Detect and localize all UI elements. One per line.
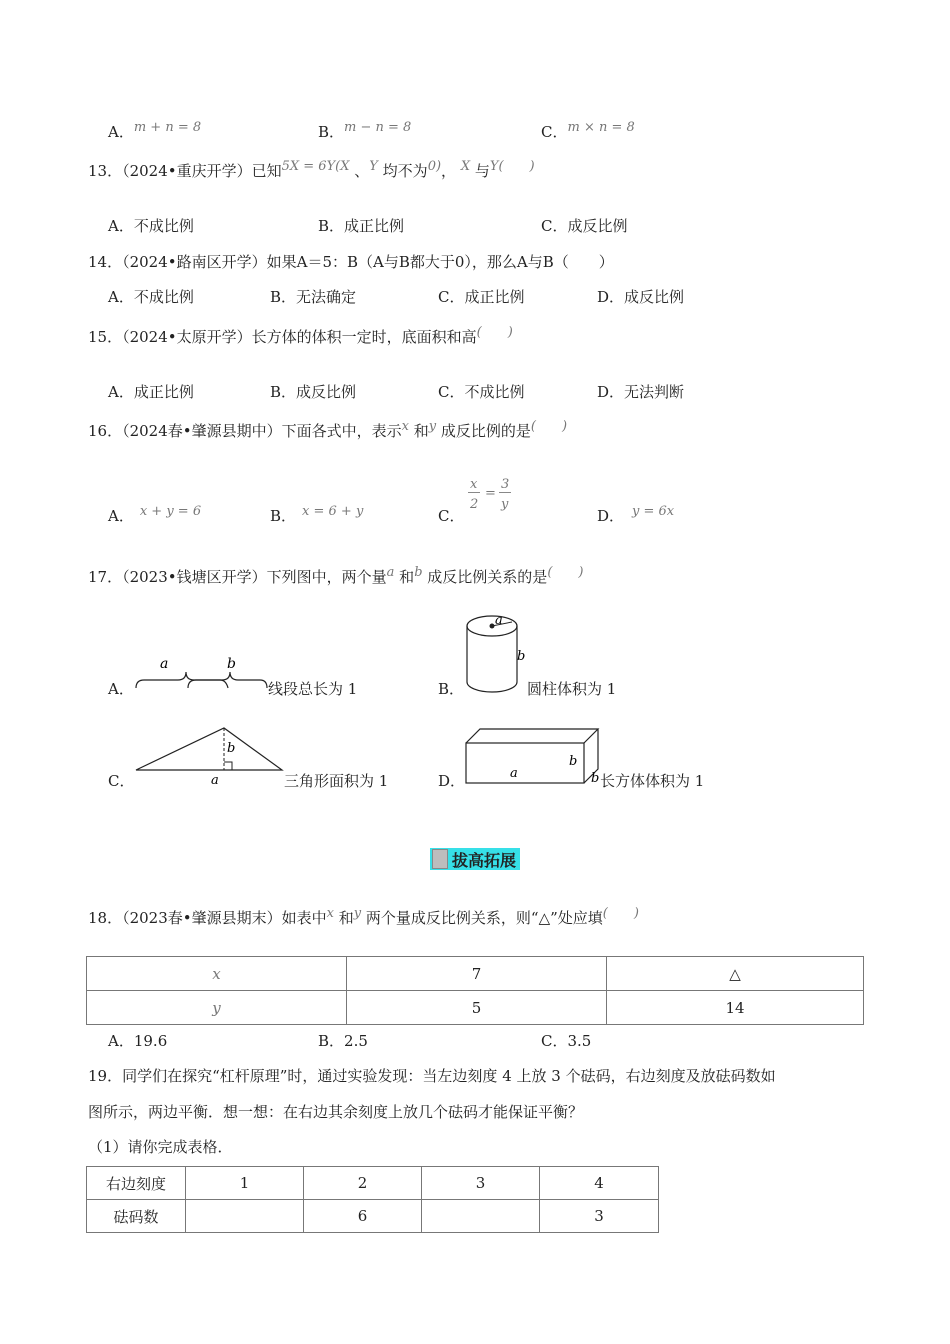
question-text: （2024•路南区开学）如果A＝5：B（A与B都大于0），那么A与B（ ） (122, 253, 614, 271)
variable-y: y (353, 906, 362, 921)
bracket: ) (529, 159, 535, 174)
option-text: 无法确定 (296, 288, 357, 306)
label-b: b (591, 771, 600, 786)
q14-option-b[interactable] (270, 286, 356, 307)
option-text: 成正比例 (464, 288, 525, 306)
separator: 、 (354, 162, 370, 180)
bracket: ( ) (602, 906, 639, 921)
table-cell: 14 (607, 991, 864, 1025)
option-caption: 三角形面积为 1 (284, 772, 389, 790)
label-a: a (510, 766, 518, 781)
option-letter: B． (270, 507, 297, 525)
q16-option-b[interactable] (270, 505, 363, 526)
q12-option-b[interactable] (318, 121, 411, 142)
question-text: 和 (399, 568, 415, 586)
variable-a: a (386, 565, 395, 580)
option-letter: B． (318, 217, 345, 235)
option-expression: m − n = 8 (344, 120, 412, 135)
option-letter: D． (438, 772, 466, 790)
math-expression: Y (369, 159, 378, 174)
option-letter: C． (438, 383, 465, 401)
question-number: 14． (88, 253, 123, 271)
option-text: 2.5 (344, 1032, 368, 1050)
q16-option-a[interactable] (108, 505, 201, 526)
q15-option-c[interactable] (438, 381, 525, 402)
question-text: ， (441, 162, 457, 180)
question-19 (88, 1065, 776, 1086)
option-letter: D． (597, 507, 625, 525)
table-cell-input[interactable] (186, 1200, 304, 1233)
equals-sign: = (485, 486, 496, 501)
option-letter: A． (108, 123, 134, 141)
question-16 (88, 420, 567, 441)
section-header (430, 848, 520, 870)
label-a: a (495, 613, 503, 628)
question-13 (88, 160, 535, 181)
option-letter: B． (270, 288, 297, 306)
q16-option-c[interactable] (438, 505, 464, 526)
question-text: （2024春•肇源县期中）下面各式中，表示 (122, 422, 402, 440)
variable-x: x (401, 419, 409, 434)
question-number: 19． (88, 1067, 123, 1085)
question-14 (88, 251, 614, 272)
question-number: 13． (88, 162, 123, 180)
option-text: 3.5 (567, 1032, 592, 1050)
label-b: b (227, 656, 236, 672)
fraction-numerator: x (470, 477, 478, 492)
question-text: 和 (338, 909, 354, 927)
option-letter: A． (108, 680, 134, 698)
question-text: 图所示，两边平衡．想一想：在右边其余刻度上放几个砝码才能保证平衡？ (88, 1103, 584, 1121)
option-text: 成反比例 (567, 217, 628, 235)
table-cell: 4 (540, 1167, 659, 1200)
q15-option-a[interactable] (108, 381, 194, 402)
option-expression: m + n = 8 (133, 120, 202, 135)
table-cell: 2 (304, 1167, 422, 1200)
option-letter: A． (108, 217, 134, 235)
q18-option-a[interactable] (108, 1030, 167, 1051)
q15-option-d[interactable] (597, 381, 684, 402)
question-18 (88, 907, 639, 928)
cuboid-front (466, 743, 584, 783)
label-b: b (517, 649, 526, 664)
option-letter: A． (108, 507, 134, 525)
question-text: （2024•太原开学）长方体的体积一定时，底面积和高 (122, 328, 477, 346)
option-letter: C． (108, 772, 135, 790)
option-letter: C． (541, 1032, 568, 1050)
option-letter: D． (597, 288, 625, 306)
cuboid-top (466, 729, 598, 743)
q17-option-b[interactable] (438, 678, 464, 699)
option-text: 成反比例 (296, 383, 357, 401)
table-cell: △ (607, 957, 864, 991)
option-letter: C． (438, 507, 465, 525)
q12-option-a[interactable] (108, 121, 201, 142)
question-number: 15． (88, 328, 123, 346)
triangle (136, 728, 282, 770)
option-expression: m × n = 8 (567, 120, 635, 135)
option-caption: 圆柱体积为 1 (527, 680, 617, 698)
math-expression: Y( (489, 159, 504, 174)
section-title: 拔高拓展 (452, 850, 517, 870)
option-caption: 线段总长为 1 (268, 680, 358, 698)
q12-option-c[interactable] (541, 121, 635, 142)
variable-x: x (326, 906, 334, 921)
question-text: （2023春•肇源县期末）如表中 (122, 909, 327, 927)
table-cell: 右边刻度 (87, 1167, 186, 1200)
question-text: 成反比例的是 (440, 422, 531, 440)
fraction-denominator: y (501, 497, 509, 512)
question-text: 两个量成反比例关系，则“△”处应填 (365, 909, 603, 927)
q18-option-c[interactable] (541, 1030, 591, 1051)
option-text: 无法判断 (624, 383, 685, 401)
label-a: a (160, 656, 169, 672)
math-expression: X (460, 159, 471, 174)
cylinder-figure (462, 612, 526, 696)
question-17 (88, 566, 583, 587)
math-expression: 5X = 6Y(X (281, 159, 350, 174)
q16-option-d[interactable] (597, 505, 674, 526)
question-15 (88, 326, 513, 347)
fraction-denominator: 2 (470, 497, 479, 512)
q13-option-c[interactable] (541, 215, 628, 236)
option-letter: D． (597, 383, 625, 401)
bracket: ( ) (530, 419, 568, 434)
option-text: 19.6 (133, 1032, 168, 1050)
question-text: 和 (413, 422, 429, 440)
table-row (87, 1200, 659, 1233)
triangle-figure (134, 722, 284, 786)
table-cell: 6 (304, 1200, 422, 1233)
table-row (87, 991, 864, 1025)
table-cell-input[interactable] (422, 1200, 540, 1233)
table-cell: 3 (422, 1167, 540, 1200)
question-number: 18． (88, 909, 123, 927)
option-letter: A． (108, 288, 134, 306)
question-text: 成反比例关系的是 (427, 568, 548, 586)
q18-option-b[interactable] (318, 1030, 368, 1051)
label-b: b (227, 741, 236, 756)
fraction-bar (468, 492, 480, 493)
q17-option-a[interactable] (108, 678, 134, 699)
label-a: a (211, 773, 219, 786)
option-letter: C． (438, 288, 465, 306)
option-text: 不成比例 (464, 383, 525, 401)
q19-table (86, 1166, 659, 1233)
q18-table (86, 956, 864, 1025)
bracket: ( ) (547, 565, 584, 580)
section-marker (432, 849, 448, 869)
cuboid-figure (464, 726, 602, 788)
math-expression: 0) (427, 159, 442, 174)
table-cell: 3 (540, 1200, 659, 1233)
option-letter: A． (108, 1032, 134, 1050)
question-text: 均不为 (382, 162, 428, 180)
question-text: （2024•重庆开学）已知 (122, 162, 282, 180)
table-row (87, 957, 864, 991)
question-text: （2023•钱塘区开学）下列图中，两个量 (122, 568, 387, 586)
option-text: 成正比例 (133, 383, 194, 401)
option-letter: C． (541, 123, 568, 141)
cylinder-bottom (467, 682, 517, 692)
option-text: 成反比例 (624, 288, 685, 306)
option-expression: y = 6x (632, 504, 675, 519)
option-text: 成正比例 (344, 217, 405, 235)
q17-option-c[interactable] (108, 770, 134, 791)
table-cell: y (87, 991, 347, 1025)
table-cell: 5 (347, 991, 607, 1025)
question-number: 17． (88, 568, 123, 586)
option-letter: B． (438, 680, 465, 698)
table-cell: 1 (186, 1167, 304, 1200)
question-text: 同学们在探究“杠杆原理”时，通过实验发现：当左边刻度 4 上放 3 个砝码，右边刻度及放砝码数如 (122, 1067, 776, 1085)
option-text: 不成比例 (133, 288, 194, 306)
q14-option-d[interactable] (597, 286, 684, 307)
label-b: b (569, 754, 578, 769)
line-segment-figure (134, 652, 269, 692)
option-letter: B． (318, 123, 345, 141)
table-row (87, 1167, 659, 1200)
table-cell: x (87, 957, 347, 991)
bracket: ( ) (476, 325, 513, 340)
q16-option-c-fraction (468, 477, 516, 517)
option-letter: A． (108, 383, 134, 401)
sub-question: （1）请你完成表格． (88, 1138, 233, 1156)
option-text: 不成比例 (133, 217, 194, 235)
fraction-bar (499, 492, 511, 493)
q14-option-c[interactable] (438, 286, 525, 307)
q17-option-d[interactable] (438, 770, 465, 791)
q13-option-b[interactable] (318, 215, 404, 236)
question-number: 16． (88, 422, 123, 440)
q14-option-a[interactable] (108, 286, 194, 307)
variable-y: y (428, 419, 437, 434)
option-letter: B． (318, 1032, 345, 1050)
option-letter: C． (541, 217, 568, 235)
table-cell: 7 (347, 957, 607, 991)
right-angle-mark (224, 762, 232, 770)
option-expression: x = 6 + y (302, 504, 364, 519)
option-expression: x + y = 6 (139, 504, 202, 519)
q13-option-a[interactable] (108, 215, 194, 236)
question-text: 与 (474, 162, 490, 180)
fraction-numerator: 3 (501, 477, 510, 492)
variable-b: b (414, 565, 423, 580)
q15-option-b[interactable] (270, 381, 356, 402)
table-cell: 砝码数 (87, 1200, 186, 1233)
option-caption: 长方体体积为 1 (600, 772, 705, 790)
option-letter: B． (270, 383, 297, 401)
